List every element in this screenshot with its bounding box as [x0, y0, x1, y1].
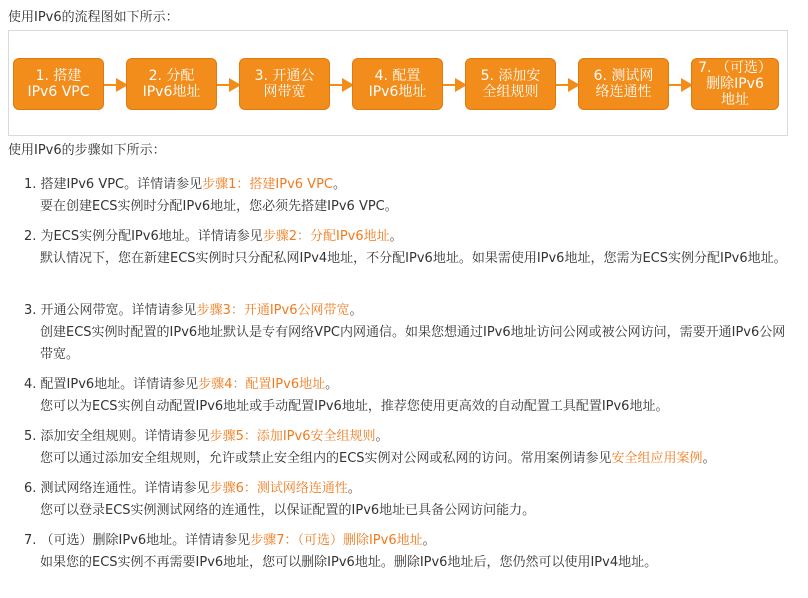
step-heading — [24, 300, 794, 322]
flow-step-label: 2. 分配 IPv6地址 — [142, 68, 201, 100]
step-end: 。 — [333, 177, 347, 192]
step-heading — [24, 226, 794, 248]
step-description: 默认情况下，您在新建ECS实例时只分配私网IPv4地址，不分配IPv6地址。如果需使用IPv6地址，您需为ECS实例分配IPv6地址。 — [40, 251, 787, 266]
step-number: 5. — [24, 429, 37, 444]
flow-step-5 — [465, 58, 556, 110]
flow-step-1 — [13, 58, 104, 110]
step-end: 。 — [389, 229, 403, 244]
step-description-text: 您可以通过添加安全组规则，允许或禁止安全组内的ECS实例对公网或私网的访问。常用案例请参见 — [40, 451, 612, 466]
step-number: 4. — [24, 377, 37, 392]
step-number: 6. — [24, 481, 37, 496]
step-link[interactable]: 步骤7：（可选）删除IPv6地址 — [250, 533, 423, 548]
step-end: 。 — [347, 481, 361, 496]
step-end: 。 — [325, 377, 339, 392]
step-text: （可选）删除IPv6地址。详情请参见 — [40, 533, 251, 548]
step-description: 您可以为ECS实例自动配置IPv6地址或手动配置IPv6地址，推荐您使用更高效的自动配置工具配置IPv6地址。 — [40, 399, 669, 414]
step-description: 创建ECS实例时配置的IPv6地址默认是专有网络VPC内网通信。如果您想通过IPv6地址访问公网或被公网访问，需要开通IPv6公网带宽。 — [40, 325, 786, 362]
step-description: 如果您的ECS实例不再需要IPv6地址，您可以删除IPv6地址。删除IPv6地址后，您仍然可以使用IPv4地址。 — [40, 555, 658, 570]
flowchart-intro: 使用IPv6的流程图如下所示： — [8, 10, 179, 25]
step-link[interactable]: 步骤1：搭建IPv6 VPC — [202, 177, 333, 192]
flow-step-label: 7. （可选） 删除IPv6 地址 — [698, 60, 772, 108]
step-link[interactable]: 步骤5：添加IPv6安全组规则 — [209, 429, 376, 444]
step-end: 。 — [349, 303, 363, 318]
step-number: 1. — [24, 177, 37, 192]
list-item — [24, 226, 794, 270]
flow-step-label: 3. 开通公 网带宽 — [254, 68, 315, 100]
steps-intro: 使用IPv6的步骤如下所示： — [8, 143, 166, 158]
step-description: 要在创建ECS实例时分配IPv6地址，您必须先搭建IPv6 VPC。 — [40, 199, 398, 214]
step-number: 2. — [24, 229, 37, 244]
step-text: 开通公网带宽。详情请参见 — [40, 303, 197, 318]
step-number: 3. — [24, 303, 37, 318]
step-text: 搭建IPv6 VPC。详情请参见 — [40, 177, 203, 192]
step-text: 添加安全组规则。详情请参见 — [40, 429, 210, 444]
flow-step-2 — [126, 58, 217, 110]
flowchart — [8, 30, 788, 136]
step-link[interactable]: 步骤3：开通IPv6公网带宽 — [196, 303, 350, 318]
flow-step-7 — [691, 58, 779, 110]
step-number: 7. — [24, 533, 37, 548]
step-heading — [24, 478, 794, 500]
step-heading — [24, 374, 794, 396]
step-text: 为ECS实例分配IPv6地址。详情请参见 — [40, 229, 263, 244]
step-text: 测试网络连通性。详情请参见 — [40, 481, 210, 496]
step-heading — [24, 426, 794, 448]
step-description: 您可以登录ECS实例测试网络的连通性，以保证配置的IPv6地址已具备公网访问能力。 — [40, 503, 536, 518]
list-item — [24, 530, 794, 574]
flow-step-3 — [239, 58, 330, 110]
list-item — [24, 374, 794, 418]
step-link[interactable]: 步骤4：配置IPv6地址 — [198, 377, 326, 392]
step-end: 。 — [375, 429, 389, 444]
list-item — [24, 426, 794, 470]
step-heading — [24, 174, 794, 196]
step-link[interactable]: 步骤2：分配IPv6地址 — [262, 229, 390, 244]
flow-step-4 — [352, 58, 443, 110]
step-description — [24, 448, 794, 470]
step-link[interactable]: 步骤6：测试网络连通性 — [209, 481, 348, 496]
list-item — [24, 174, 794, 218]
case-link[interactable]: 安全组应用案例 — [611, 451, 703, 466]
flow-step-label: 4. 配置 IPv6地址 — [368, 68, 427, 100]
list-item — [24, 478, 794, 522]
step-description-end: 。 — [702, 451, 716, 466]
flow-step-label: 1. 搭建 IPv6 VPC — [27, 68, 90, 100]
flow-step-label: 6. 测试网 络连通性 — [593, 68, 654, 100]
step-heading — [24, 530, 794, 552]
step-end: 。 — [422, 533, 436, 548]
flow-step-6 — [578, 58, 669, 110]
list-item — [24, 300, 794, 366]
step-text: 配置IPv6地址。详情请参见 — [40, 377, 199, 392]
flow-step-label: 5. 添加安 全组规则 — [480, 68, 541, 100]
